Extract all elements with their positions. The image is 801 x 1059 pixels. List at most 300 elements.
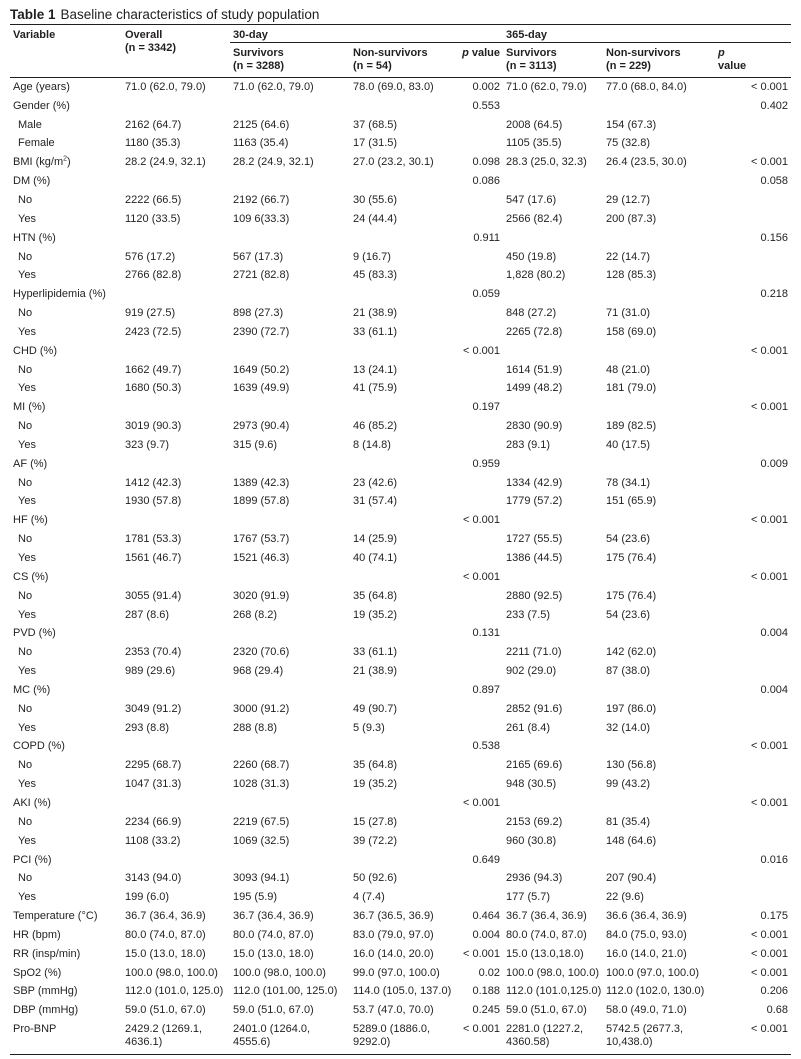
cell-pvalue-30: < 0.001 — [463, 570, 501, 583]
cell-pvalue-365 — [715, 323, 791, 342]
cell-overall — [122, 229, 230, 248]
cell-pvalue-30 — [457, 587, 503, 606]
cell-pvalue-30: < 0.001 — [463, 796, 501, 809]
cell-survivors-30: 112.0 (101.00, 125.0) — [233, 985, 338, 998]
cell-pvalue-30 — [457, 530, 503, 549]
row-label — [10, 511, 122, 530]
cell-pvalue-365: 0.68 — [766, 1004, 789, 1017]
cell-survivors-30 — [230, 285, 350, 304]
cell-nonsurvivors-30 — [350, 568, 457, 587]
cell-nonsurvivors-365: 197 (86.0) — [606, 702, 657, 715]
row-label-text: Yes — [18, 834, 36, 847]
cell-survivors-365: 177 (5.7) — [506, 891, 551, 904]
row-label-text: CHD (%) — [13, 344, 57, 357]
cell-nonsurvivors-30: 33 (61.1) — [353, 646, 398, 659]
cell-overall: 1108 (33.2) — [125, 834, 181, 847]
cell-nonsurvivors-365: 58.0 (49.0, 71.0) — [606, 1004, 687, 1017]
cell-pvalue-30 — [457, 832, 503, 851]
cell-nonsurvivors-365 — [603, 794, 715, 813]
cell-survivors-30: 36.7 (36.4, 36.9) — [233, 910, 314, 923]
cell-overall: 2423 (72.5) — [125, 325, 182, 338]
cell-nonsurvivors-365: 48 (21.0) — [606, 363, 651, 376]
cell-survivors-30: 1389 (42.3) — [233, 476, 290, 489]
cell-pvalue-30: 0.131 — [472, 627, 501, 640]
cell-survivors-365: 2265 (72.8) — [506, 325, 563, 338]
cell-survivors-365: 2008 (64.5) — [506, 118, 563, 131]
row-label — [10, 624, 122, 643]
cell-nonsurvivors-365: 175 (76.4) — [606, 552, 657, 565]
cell-overall: 3019 (90.3) — [125, 420, 182, 433]
cell-nonsurvivors-365: 22 (9.6) — [606, 891, 644, 904]
table-row — [10, 832, 791, 851]
row-label-text: Yes — [18, 212, 36, 225]
cell-overall: 989 (29.6) — [125, 665, 176, 678]
cell-pvalue-30: 0.004 — [472, 928, 501, 941]
table-row — [10, 210, 791, 229]
cell-overall: 3143 (94.0) — [125, 872, 182, 885]
row-label — [10, 229, 122, 248]
cell-overall — [122, 681, 230, 700]
header-nonsurvivors-365: Non-survivors — [606, 47, 681, 59]
row-sublabel — [10, 643, 122, 662]
cell-overall: 1930 (57.8) — [125, 495, 182, 508]
cell-pvalue-365: < 0.001 — [715, 1020, 791, 1055]
cell-nonsurvivors-30: 83.0 (79.0, 97.0) — [353, 928, 434, 941]
cell-overall — [122, 511, 230, 530]
row-sublabel — [10, 304, 122, 323]
cell-nonsurvivors-30 — [350, 624, 457, 643]
cell-overall — [122, 342, 230, 361]
cell-survivors-365: 1727 (55.5) — [506, 533, 563, 546]
cell-survivors-30 — [230, 794, 350, 813]
cell-pvalue-30 — [457, 662, 503, 681]
table-row — [10, 116, 791, 135]
cell-pvalue-365 — [715, 662, 791, 681]
row-sublabel — [10, 813, 122, 832]
cell-overall: 1781 (53.3) — [125, 533, 182, 546]
cell-pvalue-365: < 0.001 — [751, 796, 789, 809]
cell-nonsurvivors-30 — [350, 172, 457, 191]
cell-pvalue-30: 0.553 — [472, 99, 501, 112]
row-label — [10, 78, 122, 97]
cell-nonsurvivors-365: 5742.5 (2677.3, 10,438.0) — [603, 1020, 715, 1055]
cell-survivors-30: 268 (8.2) — [233, 608, 278, 621]
cell-overall: 2766 (82.8) — [125, 269, 182, 282]
cell-pvalue-365: 0.206 — [760, 985, 789, 998]
cell-pvalue-30 — [457, 361, 503, 380]
row-label-end: ) — [67, 156, 71, 169]
cell-overall: 2429.2 (1269.1, 4636.1) — [122, 1020, 230, 1055]
row-sublabel — [10, 700, 122, 719]
row-label-text: Yes — [18, 778, 36, 791]
row-sublabel — [10, 587, 122, 606]
cell-overall: 28.2 (24.9, 32.1) — [125, 156, 206, 169]
cell-survivors-30: 315 (9.6) — [233, 438, 278, 451]
cell-pvalue-30 — [457, 869, 503, 888]
row-sublabel — [10, 135, 122, 154]
cell-overall: 3049 (91.2) — [125, 702, 182, 715]
row-label-text: SpO2 (%) — [13, 966, 62, 979]
table-row — [10, 361, 791, 380]
row-label-text: PCI (%) — [13, 853, 52, 866]
cell-survivors-30: 100.0 (98.0, 100.0) — [233, 966, 326, 979]
table-row — [10, 700, 791, 719]
cell-nonsurvivors-30: 35 (64.8) — [353, 759, 398, 772]
cell-overall — [122, 794, 230, 813]
header-group-30-day: 30-day — [230, 25, 503, 43]
row-label-text: No — [18, 759, 33, 772]
cell-pvalue-30 — [457, 474, 503, 493]
cell-overall: 112.0 (101.0, 125.0) — [125, 985, 224, 998]
cell-nonsurvivors-365: 54 (23.6) — [606, 533, 651, 546]
row-sublabel — [10, 832, 122, 851]
cell-pvalue-30 — [457, 719, 503, 738]
cell-pvalue-365 — [715, 549, 791, 568]
cell-survivors-30 — [230, 455, 350, 474]
cell-pvalue-365 — [715, 606, 791, 625]
cell-nonsurvivors-365: 22 (14.7) — [606, 250, 651, 263]
cell-survivors-30: 3000 (91.2) — [233, 702, 290, 715]
cell-nonsurvivors-30: 41 (75.9) — [353, 382, 398, 395]
cell-nonsurvivors-365: 71 (31.0) — [606, 307, 651, 320]
cell-survivors-30 — [230, 172, 350, 191]
cell-nonsurvivors-365: 100.0 (97.0, 100.0) — [606, 966, 699, 979]
cell-nonsurvivors-30: 5289.0 (1886.0, 9292.0) — [350, 1020, 457, 1055]
table-row — [10, 568, 791, 587]
header-nonsurvivors-365-n: (n = 229) — [603, 60, 715, 78]
table-row — [10, 511, 791, 530]
cell-pvalue-30: 0.649 — [472, 853, 501, 866]
cell-pvalue-365 — [715, 436, 791, 455]
cell-nonsurvivors-30: 19 (35.2) — [353, 608, 398, 621]
cell-survivors-30 — [230, 342, 350, 361]
row-label-text: No — [18, 702, 33, 715]
cell-survivors-365: 36.7 (36.4, 36.9) — [506, 910, 587, 923]
baseline-characteristics-table — [10, 24, 791, 1055]
cell-overall: 919 (27.5) — [125, 307, 176, 320]
cell-nonsurvivors-365: 189 (82.5) — [606, 420, 657, 433]
cell-nonsurvivors-30: 16.0 (14.0, 20.0) — [353, 947, 434, 960]
cell-pvalue-365: 0.218 — [760, 288, 789, 301]
table-row — [10, 153, 791, 172]
cell-overall: 1180 (35.3) — [125, 137, 181, 150]
table-row — [10, 587, 791, 606]
row-label-text: HF (%) — [13, 514, 48, 527]
cell-nonsurvivors-365: 142 (62.0) — [606, 646, 657, 659]
table-label: Table 1 — [10, 7, 56, 22]
row-label — [10, 738, 122, 757]
cell-survivors-365 — [503, 398, 603, 417]
table-row — [10, 794, 791, 813]
row-sublabel — [10, 436, 122, 455]
table-row — [10, 964, 791, 983]
cell-survivors-365: 960 (30.8) — [506, 834, 557, 847]
cell-survivors-30 — [230, 229, 350, 248]
cell-nonsurvivors-365 — [603, 97, 715, 116]
row-sublabel — [10, 248, 122, 267]
cell-pvalue-365 — [715, 493, 791, 512]
row-label-text: Yes — [18, 891, 36, 904]
row-label-text: HTN (%) — [13, 231, 56, 244]
table-row — [10, 530, 791, 549]
row-sublabel — [10, 775, 122, 794]
row-label-text: MI (%) — [13, 401, 46, 414]
row-label — [10, 1001, 122, 1020]
cell-survivors-30: 2401.0 (1264.0, 4555.6) — [230, 1020, 350, 1055]
cell-pvalue-365: 0.156 — [760, 231, 789, 244]
table-row — [10, 1001, 791, 1020]
cell-nonsurvivors-30: 30 (55.6) — [353, 193, 398, 206]
cell-nonsurvivors-365 — [603, 681, 715, 700]
cell-pvalue-30: < 0.001 — [463, 344, 501, 357]
cell-survivors-365 — [503, 229, 603, 248]
cell-nonsurvivors-30 — [350, 455, 457, 474]
cell-overall: 36.7 (36.4, 36.9) — [125, 910, 206, 923]
cell-survivors-30: 2390 (72.7) — [233, 325, 290, 338]
cell-overall: 293 (8.8) — [125, 721, 170, 734]
cell-nonsurvivors-30: 40 (74.1) — [353, 552, 398, 565]
cell-overall: 59.0 (51.0, 67.0) — [125, 1004, 206, 1017]
row-label-text: Hyperlipidemia (%) — [13, 288, 106, 301]
row-label-text: CS (%) — [13, 570, 49, 583]
row-label — [10, 455, 122, 474]
cell-survivors-365 — [503, 455, 603, 474]
cell-survivors-365: 2153 (69.2) — [506, 815, 563, 828]
header-survivors-365: Survivors — [506, 47, 557, 59]
cell-pvalue-365: 0.009 — [760, 457, 789, 470]
row-label-text: Yes — [18, 382, 36, 395]
cell-overall: 2162 (64.7) — [125, 118, 182, 131]
cell-pvalue-30: 0.959 — [472, 457, 501, 470]
cell-overall: 1047 (31.3) — [125, 778, 182, 791]
cell-nonsurvivors-365: 99 (43.2) — [606, 778, 651, 791]
cell-pvalue-365 — [715, 116, 791, 135]
table-row — [10, 135, 791, 154]
row-label-text: No — [18, 476, 33, 489]
row-label — [10, 153, 122, 172]
cell-survivors-30: 1899 (57.8) — [233, 495, 290, 508]
cell-pvalue-30: 0.464 — [472, 910, 501, 923]
cell-nonsurvivors-365: 130 (56.8) — [606, 759, 657, 772]
cell-survivors-365: 2211 (71.0) — [506, 646, 562, 659]
cell-nonsurvivors-30 — [350, 285, 457, 304]
table-row — [10, 869, 791, 888]
cell-nonsurvivors-365 — [603, 624, 715, 643]
cell-overall — [122, 398, 230, 417]
row-sublabel — [10, 869, 122, 888]
cell-overall: 576 (17.2) — [125, 250, 176, 263]
table-row — [10, 756, 791, 775]
row-sublabel — [10, 606, 122, 625]
cell-pvalue-365: < 0.001 — [751, 570, 789, 583]
cell-survivors-30: 1521 (46.3) — [233, 552, 290, 565]
header-pvalue-30-blank — [457, 60, 503, 78]
cell-survivors-365 — [503, 624, 603, 643]
cell-survivors-365: 71.0 (62.0, 79.0) — [506, 80, 587, 93]
cell-nonsurvivors-30: 33 (61.1) — [353, 325, 398, 338]
cell-pvalue-30 — [457, 304, 503, 323]
cell-survivors-365: 1105 (35.5) — [506, 137, 562, 150]
cell-nonsurvivors-365: 84.0 (75.0, 93.0) — [606, 928, 687, 941]
cell-nonsurvivors-30: 15 (27.8) — [353, 815, 398, 828]
cell-pvalue-365 — [715, 756, 791, 775]
cell-nonsurvivors-365: 29 (12.7) — [606, 193, 651, 206]
cell-nonsurvivors-30 — [350, 851, 457, 870]
cell-survivors-30: 1649 (50.2) — [233, 363, 290, 376]
cell-survivors-365: 547 (17.6) — [506, 193, 557, 206]
cell-nonsurvivors-30: 46 (85.2) — [353, 420, 398, 433]
cell-nonsurvivors-30: 5 (9.3) — [353, 721, 385, 734]
cell-pvalue-30 — [457, 756, 503, 775]
table-row — [10, 681, 791, 700]
table-title: Baseline characteristics of study population — [60, 7, 320, 22]
cell-pvalue-365: < 0.001 — [751, 514, 789, 527]
cell-nonsurvivors-365: 81 (35.4) — [606, 815, 651, 828]
cell-overall: 2353 (70.4) — [125, 646, 182, 659]
table-row — [10, 719, 791, 738]
cell-survivors-365 — [503, 97, 603, 116]
cell-overall: 80.0 (74.0, 87.0) — [125, 928, 206, 941]
row-label-text: No — [18, 646, 33, 659]
cell-survivors-365: 450 (19.8) — [506, 250, 557, 263]
row-sublabel — [10, 888, 122, 907]
cell-survivors-30: 1163 (35.4) — [233, 137, 289, 150]
table-row — [10, 229, 791, 248]
cell-survivors-30: 2219 (67.5) — [233, 815, 290, 828]
cell-nonsurvivors-365: 181 (79.0) — [606, 382, 657, 395]
cell-overall: 2295 (68.7) — [125, 759, 182, 772]
table-row — [10, 926, 791, 945]
cell-overall: 3055 (91.4) — [125, 589, 182, 602]
cell-overall: 15.0 (13.0, 18.0) — [125, 947, 206, 960]
header-overall — [122, 25, 230, 78]
cell-pvalue-30: 0.086 — [472, 175, 501, 188]
cell-pvalue-365: 0.402 — [760, 99, 789, 112]
cell-pvalue-30 — [457, 700, 503, 719]
cell-pvalue-365 — [715, 417, 791, 436]
cell-survivors-30: 3093 (94.1) — [233, 872, 290, 885]
row-label-text: Yes — [18, 608, 36, 621]
cell-survivors-365 — [503, 172, 603, 191]
cell-pvalue-30 — [457, 210, 503, 229]
row-label — [10, 285, 122, 304]
cell-pvalue-30: 0.059 — [472, 288, 501, 301]
cell-nonsurvivors-30 — [350, 97, 457, 116]
cell-nonsurvivors-30: 114.0 (105.0, 137.0) — [353, 985, 452, 998]
cell-survivors-365 — [503, 511, 603, 530]
row-label-text: No — [18, 533, 33, 546]
row-label — [10, 907, 122, 926]
row-label-text: Age (years) — [13, 80, 70, 93]
row-label-text: BMI (kg/m — [13, 156, 64, 169]
table-row — [10, 624, 791, 643]
table-row — [10, 436, 791, 455]
cell-pvalue-365: < 0.001 — [751, 344, 789, 357]
cell-survivors-365: 2566 (82.4) — [506, 212, 563, 225]
row-sublabel — [10, 323, 122, 342]
cell-nonsurvivors-30 — [350, 681, 457, 700]
cell-overall: 2222 (66.5) — [125, 193, 182, 206]
cell-survivors-30: 80.0 (74.0, 87.0) — [233, 928, 314, 941]
cell-nonsurvivors-365: 16.0 (14.0, 21.0) — [606, 947, 687, 960]
cell-nonsurvivors-365: 112.0 (102.0, 130.0) — [606, 985, 705, 998]
table-row — [10, 945, 791, 964]
cell-survivors-30: 2260 (68.7) — [233, 759, 290, 772]
cell-pvalue-30 — [457, 888, 503, 907]
header-survivors-365-n: (n = 3113) — [503, 60, 603, 78]
cell-nonsurvivors-365: 87 (38.0) — [606, 665, 651, 678]
cell-nonsurvivors-365: 200 (87.3) — [606, 212, 657, 225]
row-label-text: MC (%) — [13, 683, 51, 696]
cell-survivors-365: 28.3 (25.0, 32.3) — [506, 156, 587, 169]
table-header — [10, 25, 791, 78]
table-row — [10, 266, 791, 285]
row-label-text: Pro-BNP — [13, 1023, 57, 1036]
cell-survivors-365: 1,828 (80.2) — [506, 269, 566, 282]
cell-nonsurvivors-365: 36.6 (36.4, 36.9) — [606, 910, 687, 923]
cell-pvalue-365: < 0.001 — [751, 80, 789, 93]
cell-survivors-365: 1386 (44.5) — [506, 552, 563, 565]
cell-overall — [122, 285, 230, 304]
table-row — [10, 342, 791, 361]
cell-survivors-30 — [230, 738, 350, 757]
row-sublabel — [10, 549, 122, 568]
cell-nonsurvivors-30: 19 (35.2) — [353, 778, 398, 791]
row-sublabel — [10, 266, 122, 285]
row-label-text: Female — [18, 137, 55, 150]
cell-nonsurvivors-365 — [603, 568, 715, 587]
cell-overall — [122, 624, 230, 643]
cell-nonsurvivors-30: 39 (72.2) — [353, 834, 398, 847]
cell-nonsurvivors-365: 148 (64.6) — [606, 834, 657, 847]
cell-pvalue-30: 0.002 — [472, 80, 501, 93]
cell-nonsurvivors-30: 13 (24.1) — [353, 363, 398, 376]
row-label-text: No — [18, 250, 33, 263]
cell-nonsurvivors-30: 36.7 (36.5, 36.9) — [353, 910, 434, 923]
cell-overall — [122, 568, 230, 587]
cell-nonsurvivors-365 — [603, 342, 715, 361]
row-label-text: No — [18, 420, 33, 433]
cell-nonsurvivors-30 — [350, 229, 457, 248]
cell-nonsurvivors-365 — [603, 229, 715, 248]
table-row — [10, 304, 791, 323]
cell-nonsurvivors-365: 154 (67.3) — [606, 118, 657, 131]
table-row — [10, 493, 791, 512]
row-label-text: Yes — [18, 269, 36, 282]
cell-pvalue-30 — [457, 775, 503, 794]
cell-nonsurvivors-365 — [603, 455, 715, 474]
cell-survivors-365: 2936 (94.3) — [506, 872, 563, 885]
row-label-text: No — [18, 815, 33, 828]
table-row — [10, 474, 791, 493]
cell-survivors-365 — [503, 681, 603, 700]
cell-nonsurvivors-365 — [603, 738, 715, 757]
cell-nonsurvivors-30: 45 (83.3) — [353, 269, 398, 282]
cell-nonsurvivors-365: 32 (14.0) — [606, 721, 651, 734]
cell-nonsurvivors-30: 14 (25.9) — [353, 533, 398, 546]
cell-pvalue-30: < 0.001 — [457, 1020, 503, 1055]
cell-survivors-30 — [230, 568, 350, 587]
table-row — [10, 643, 791, 662]
row-label-text: AF (%) — [13, 457, 48, 470]
cell-pvalue-30 — [457, 323, 503, 342]
cell-nonsurvivors-365 — [603, 172, 715, 191]
row-label-text: Male — [18, 118, 42, 131]
cell-nonsurvivors-30: 50 (92.6) — [353, 872, 398, 885]
cell-nonsurvivors-30: 99.0 (97.0, 100.0) — [353, 966, 440, 979]
cell-survivors-365 — [503, 851, 603, 870]
cell-survivors-30: 28.2 (24.9, 32.1) — [233, 156, 314, 169]
